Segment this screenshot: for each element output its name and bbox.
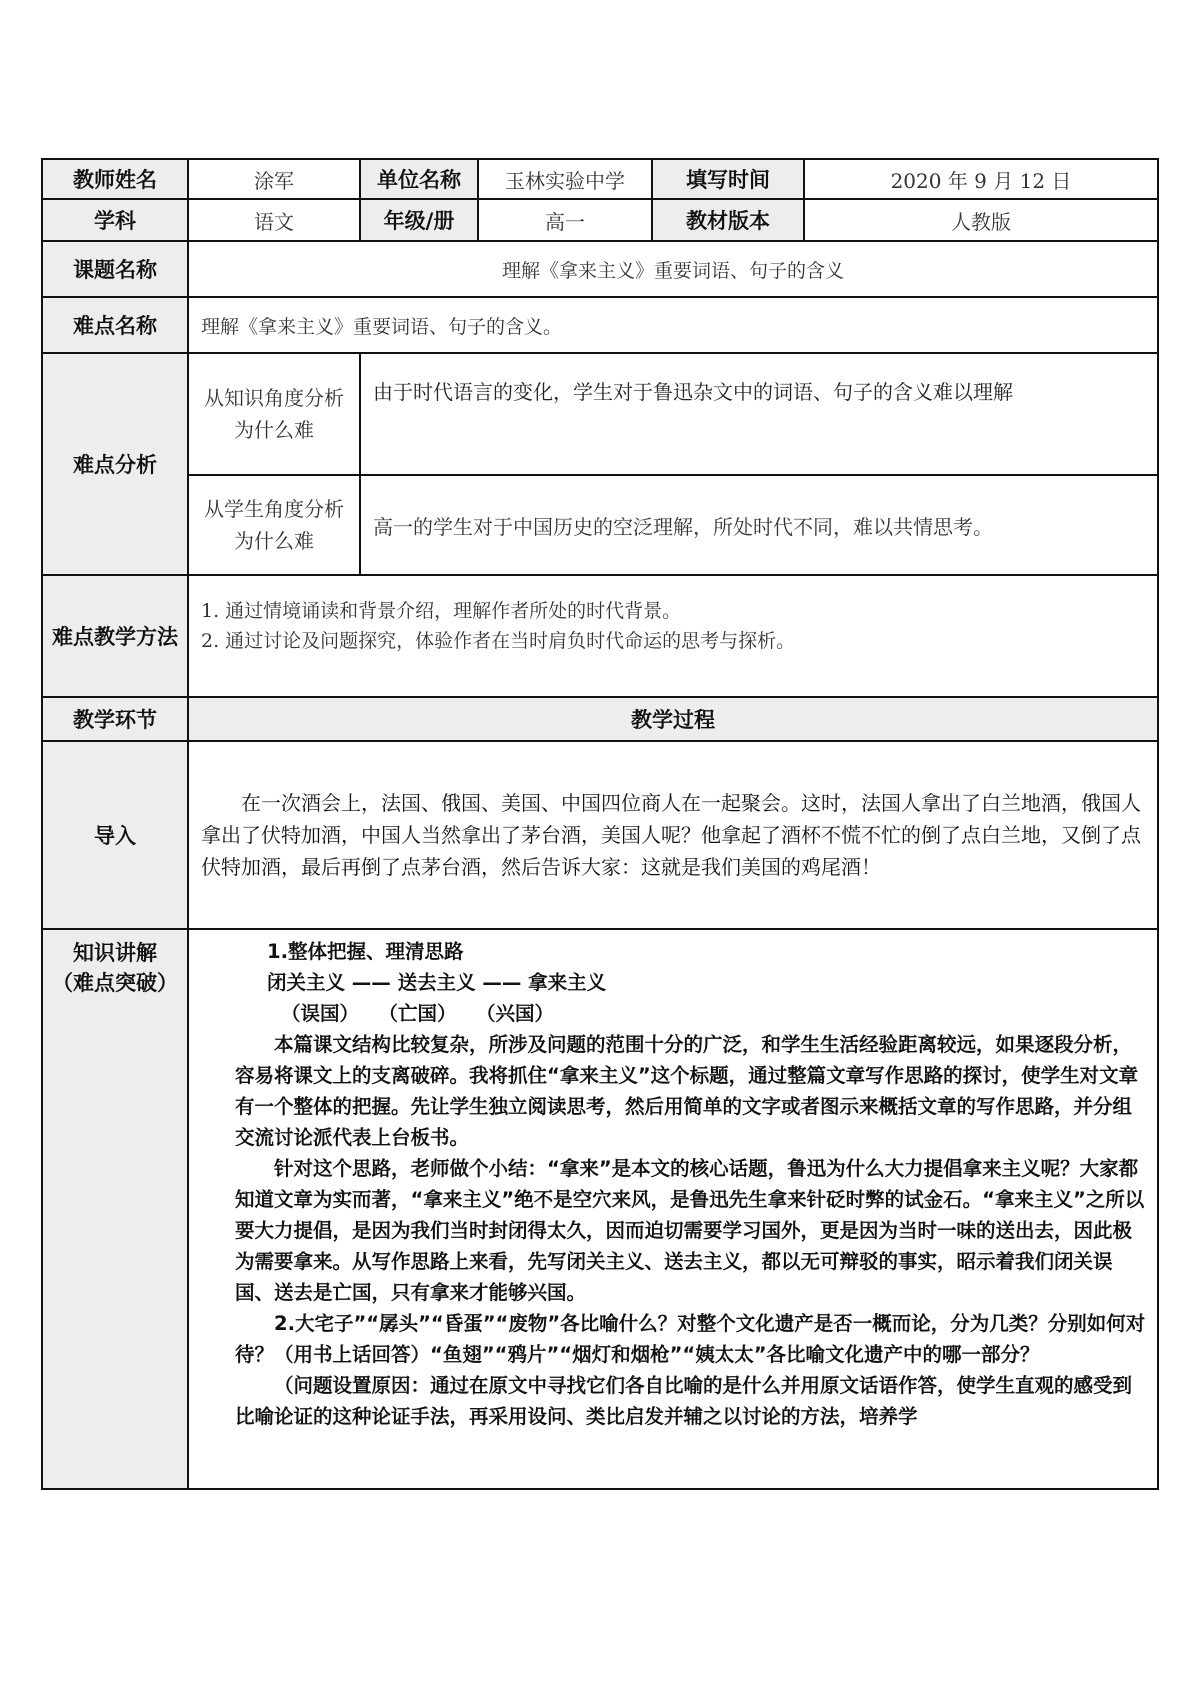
- difficulty-label: 难点名称: [42, 297, 188, 353]
- analysis-row-knowledge: [42, 353, 1158, 475]
- intro-text: 在一次酒会上，法国、俄国、美国、中国四位商人在一起聚会。这时，法国人拿出了白兰地酒，俄国人拿出了伏特加酒，中国人当然拿出了茅台酒，美国人呢？他拿起了酒杯不慌不忙的倒了点白兰地，又倒了点伏特加酒，最后再倒了点茅台酒，然后告诉大家：这就是我们美国的鸡尾酒！: [188, 741, 1158, 929]
- fill-date-label: 填写时间: [652, 159, 804, 199]
- method-label: 难点教学方法: [42, 575, 188, 697]
- analysis-label: 难点分析: [42, 353, 188, 575]
- process-header-row: [42, 697, 1158, 741]
- analysis-row-student: [42, 475, 1158, 575]
- student-angle-line-2: 为什么难: [234, 529, 314, 553]
- edition-value: 人教版: [804, 199, 1158, 241]
- fill-date-value: 2020 年 9 月 12 日: [804, 159, 1158, 199]
- stage-label: 教学环节: [42, 697, 188, 741]
- method-content: [188, 575, 1158, 697]
- topic-row: [42, 241, 1158, 297]
- knowledge-label-line-2: （难点突破）: [52, 971, 178, 995]
- unit-name-label: 单位名称: [360, 159, 478, 199]
- grade-label: 年级/册: [360, 199, 478, 241]
- knowledge-label-line-1: 知识讲解: [73, 941, 157, 965]
- method-item-2: 2. 通过讨论及问题探究，体验作者在当时肩负时代命运的思考与探析。: [201, 630, 796, 652]
- intro-row: [42, 741, 1158, 929]
- process-label: 教学过程: [188, 697, 1158, 741]
- difficulty-row: [42, 297, 1158, 353]
- student-angle-label: [188, 475, 360, 575]
- teacher-name-label: 教师姓名: [42, 159, 188, 199]
- header-row-1: [42, 159, 1158, 199]
- student-angle-line-1: 从学生角度分析: [204, 497, 344, 521]
- knowledge-angle-label: [188, 353, 360, 475]
- lesson-plan-sheet: [41, 158, 1157, 1490]
- unit-name-value: 玉林实验中学: [478, 159, 652, 199]
- knowledge-angle-line-2: 为什么难: [234, 418, 314, 442]
- knowledge-angle-line-1: 从知识角度分析: [204, 386, 344, 410]
- method-row: [42, 575, 1158, 697]
- method-item-1: 1. 通过情境诵读和背景介绍，理解作者所处的时代背景。: [201, 600, 682, 622]
- edition-label: 教材版本: [652, 199, 804, 241]
- student-angle-text: 高一的学生对于中国历史的空泛理解，所处时代不同，难以共情思考。: [360, 475, 1158, 575]
- knowledge-paragraph-1: 本篇课文结构比较复杂，所涉及问题的范围十分的广泛，和学生生活经验距离较远，如果逐段分析，容易将课文上的支离破碎。我将抓住“拿来主义”这个标题，通过整篇文章写作思路的探讨，使学生对文章有一个整体的把握。先让学生独立阅读思考，然后用简单的文字或者图示来概括文章的写作思路，并分组交流讨论派代表上台板书。: [235, 1033, 1139, 1149]
- knowledge-flow: 闭关主义 —— 送去主义 —— 拿来主义: [267, 971, 607, 994]
- topic-value: 理解《拿来主义》重要词语、句子的含义: [188, 241, 1158, 297]
- knowledge-paragraph-3: 2.大宅子”“孱头”“昏蛋”“废物”各比喻什么？对整个文化遗产是否一概而论，分为几类？分别如何对待？（用书上话回答）“鱼翅”“鸦片”“烟灯和烟枪”“姨太太”各比喻文化遗产中的哪一部分？: [235, 1312, 1146, 1366]
- knowledge-content: [188, 929, 1158, 1489]
- subject-value: 语文: [188, 199, 360, 241]
- knowledge-heading: 1.整体把握、理清思路: [267, 940, 464, 963]
- knowledge-paragraph-4: （问题设置原因：通过在原文中寻找它们各自比喻的是什么并用原文话语作答，使学生直观的感受到比喻论证的这种论证手法，再采用设问、类比启发并辅之以讨论的方法，培养学: [235, 1374, 1133, 1428]
- knowledge-row: [42, 929, 1158, 1489]
- lesson-plan-table: [41, 158, 1159, 1490]
- intro-label: 导入: [42, 741, 188, 929]
- subject-label: 学科: [42, 199, 188, 241]
- difficulty-value: 理解《拿来主义》重要词语、句子的含义。: [188, 297, 1158, 353]
- knowledge-angle-text: 由于时代语言的变化，学生对于鲁迅杂文中的词语、句子的含义难以理解: [360, 353, 1158, 475]
- knowledge-flow-notes: （误国） （亡国） （兴国）: [281, 1002, 555, 1025]
- header-row-2: [42, 199, 1158, 241]
- teacher-name-value: 涂军: [188, 159, 360, 199]
- grade-value: 高一: [478, 199, 652, 241]
- topic-label: 课题名称: [42, 241, 188, 297]
- knowledge-label: [42, 929, 188, 1489]
- knowledge-paragraph-2: 针对这个思路，老师做个小结：“拿来”是本文的核心话题，鲁迅为什么大力提倡拿来主义呢？大家都知道文章为实而著，“拿来主义”绝不是空穴来风，是鲁迅先生拿来针砭时弊的试金石。“拿来主义”之所以要大力提倡，是因为我们当时封闭得太久，因而迫切需要学习国外，更是因为当时一味的送出去，因此极为需要拿来。从写作思路上来看，先写闭关主义、送去主义，都以无可辩驳的事实，昭示着我们闭关误国、送去是亡国，只有拿来才能够兴国。: [235, 1157, 1145, 1304]
